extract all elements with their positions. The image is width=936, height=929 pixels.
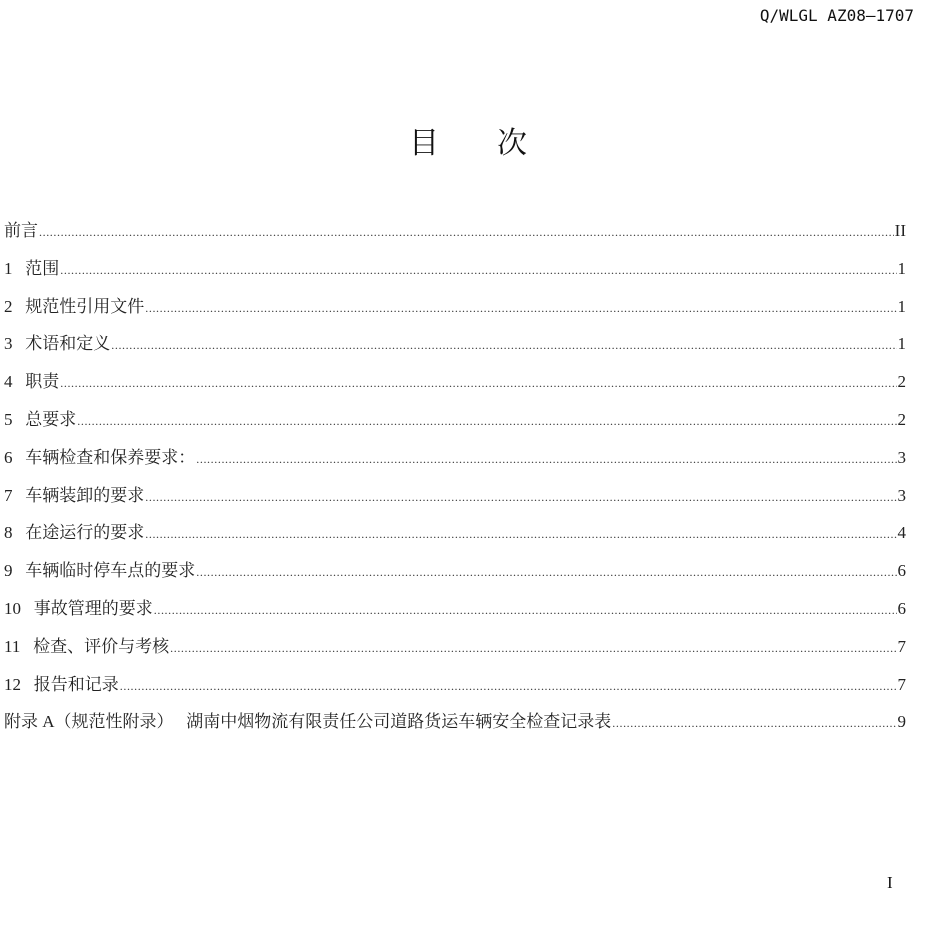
toc-entry-number: 7 (4, 485, 26, 505)
toc-entry-label: 规范性引用文件 (25, 296, 145, 316)
toc-entry-12[interactable] (4, 670, 906, 708)
toc-entry-label: 术语和定义 (25, 334, 111, 354)
toc-entry-10[interactable] (4, 594, 906, 632)
toc-entry-foreword[interactable] (4, 216, 906, 254)
toc-entry-number: 5 (4, 409, 26, 429)
toc-entry-page: 7 (897, 636, 906, 656)
toc-entry-page: 1 (897, 334, 906, 354)
toc-entry-2[interactable] (4, 292, 906, 330)
dot-leader (145, 301, 896, 316)
dot-leader (612, 716, 896, 731)
dot-leader (39, 225, 894, 240)
toc-entry-label: 职责 (25, 372, 60, 392)
toc-entry-page: 1 (897, 258, 906, 278)
page-title (0, 118, 936, 162)
toc-entry-number: 6 (4, 447, 26, 467)
toc-entry-1[interactable] (4, 254, 906, 292)
toc-entry-label: 附录 A（规范性附录） 湖南中烟物流有限责任公司道路货运车辆安全检查记录表 (4, 712, 612, 732)
toc-entry-number: 9 (4, 561, 26, 581)
dot-leader (60, 376, 896, 391)
toc-entry-label: 报告和记录 (33, 674, 119, 694)
toc-entry-number: 2 (4, 296, 26, 316)
toc-entry-8[interactable] (4, 518, 906, 556)
toc-entry-3[interactable] (4, 329, 906, 367)
toc-entry-6[interactable] (4, 443, 906, 481)
toc-entry-page: 1 (897, 296, 906, 316)
dot-leader (196, 565, 896, 580)
toc-entry-5[interactable] (4, 405, 906, 443)
toc-entry-label: 车辆临时停车点的要求 (25, 561, 196, 581)
dot-leader (196, 452, 896, 467)
title-char-right: 次 (497, 126, 527, 161)
toc-entry-label: 总要求 (25, 409, 77, 429)
table-of-contents (4, 216, 906, 745)
dot-leader (145, 527, 896, 542)
dot-leader (154, 603, 897, 618)
toc-entry-label: 在途运行的要求 (25, 523, 145, 543)
toc-entry-label: 车辆装卸的要求 (25, 485, 145, 505)
toc-entry-label: 检查、评价与考核 (33, 636, 170, 656)
toc-entry-number: 10 (4, 598, 34, 618)
title-char-left: 目 (409, 126, 439, 161)
dot-leader (170, 641, 896, 656)
document-code: Q/WLGL AZ08—1707 (759, 6, 914, 25)
toc-entry-11[interactable] (4, 632, 906, 670)
toc-entry-page: 6 (897, 561, 906, 581)
toc-entry-number: 8 (4, 523, 26, 543)
toc-entry-4[interactable] (4, 367, 906, 405)
dot-leader (60, 263, 896, 278)
toc-entry-page: 7 (897, 674, 906, 694)
toc-entry-number: 4 (4, 372, 26, 392)
dot-leader (77, 414, 896, 429)
toc-entry-number: 3 (4, 334, 26, 354)
dot-leader (120, 679, 897, 694)
toc-entry-page: 6 (897, 598, 906, 618)
toc-entry-page: 3 (897, 447, 906, 467)
toc-entry-appendix-a[interactable] (4, 707, 906, 745)
toc-entry-label: 范围 (25, 258, 60, 278)
toc-entry-label: 车辆检查和保养要求： (25, 447, 196, 467)
toc-entry-page: 4 (897, 523, 906, 543)
toc-entry-9[interactable] (4, 556, 906, 594)
toc-entry-7[interactable] (4, 481, 906, 519)
toc-entry-number: 11 (4, 636, 34, 656)
toc-entry-page: 9 (897, 712, 906, 732)
toc-entry-label: 前言 (4, 221, 38, 240)
toc-entry-number: 12 (4, 674, 34, 694)
toc-entry-page: 2 (897, 372, 906, 392)
dot-leader (111, 338, 896, 353)
toc-entry-number: 1 (4, 258, 26, 278)
toc-entry-page: 2 (897, 409, 906, 429)
dot-leader (145, 490, 896, 505)
toc-entry-page: II (894, 221, 906, 240)
toc-entry-page: 3 (897, 485, 906, 505)
toc-entry-label: 事故管理的要求 (33, 598, 153, 618)
page-number: I (887, 873, 893, 892)
